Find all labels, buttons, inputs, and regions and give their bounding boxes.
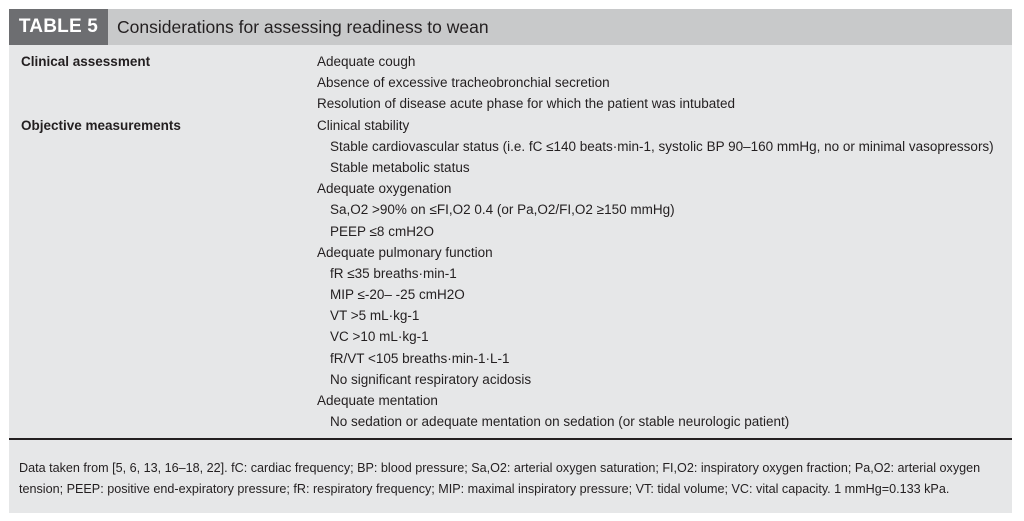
table-row [9,136,1012,157]
table-row [9,369,1012,390]
section-label: Clinical assessment [21,54,151,69]
criterion-heading: Adequate oxygenation [317,181,452,197]
section-label: Objective measurements [21,117,181,133]
criterion-heading: Adequate pulmonary function [317,244,493,260]
criterion-detail: Stable metabolic status [330,159,470,175]
table-5 [9,9,1012,513]
table-title: Considerations for assessing readiness to wean [117,17,489,37]
table-row [9,72,1012,93]
table-row [9,326,1012,347]
table-row [9,221,1012,242]
criterion-heading: Clinical stability [317,117,410,133]
criterion-detail: fR ≤35 breaths·min-1 [330,265,457,281]
table-row [9,390,1012,411]
criterion-heading: Absence of excessive tracheobronchial secretion [317,75,610,91]
criterion-detail: Sa,O2 >90% on ≤FI,O2 0.4 (or Pa,O2/FI,O2 ≥150 mmHg) [330,202,675,218]
criterion-detail: VC >10 mL·kg-1 [330,329,429,345]
table-row [9,51,1012,72]
criterion-detail: MIP ≤-20– -25 cmH2O [330,287,465,303]
table-row [9,157,1012,178]
table-row [9,93,1012,114]
table-row [9,263,1012,284]
table-footnote: Data taken from [5, 6, 13, 16–18, 22]. fC: cardiac frequency; BP: blood pressure; Sa,O2: arterial oxygen saturation; FI,O2: inspiratory oxygen fraction; Pa,O2: arterial oxygen tension; PEEP: positive end-expiratory pressure; fR: respiratory frequency; MIP: maximal inspiratory pressure; VT: tidal volume; VC: vital capacity. 1 mmHg=0.133 kPa. [19,461,981,496]
table-row [9,284,1012,305]
table-body [9,51,1012,432]
table-row [9,305,1012,326]
table-title-bar [9,9,1012,45]
criterion-heading: Adequate cough [317,54,416,69]
criterion-detail: Stable cardiovascular status (i.e. fC ≤140 beats·min-1, systolic BP 90–160 mmHg, no or minimal vasopressors) [330,138,994,154]
criterion-detail: No sedation or adequate mentation on sedation (or stable neurologic patient) [330,414,790,430]
criterion-heading: Adequate mentation [317,393,438,408]
criterion-detail: PEEP ≤8 cmH2O [330,223,434,239]
table-row [9,115,1012,136]
table-row [9,242,1012,263]
table-row [9,348,1012,369]
table-row [9,199,1012,220]
table-number-label: TABLE 5 [9,9,108,45]
table-row [9,411,1012,432]
criterion-heading: Resolution of disease acute phase for which the patient was intubated [317,96,736,112]
criterion-detail: fR/VT <105 breaths·min-1·L-1 [330,350,510,366]
criterion-detail: VT >5 mL·kg-1 [330,308,420,324]
table-row [9,178,1012,199]
criterion-detail: No significant respiratory acidosis [330,371,532,387]
footnote-divider [9,438,1012,440]
